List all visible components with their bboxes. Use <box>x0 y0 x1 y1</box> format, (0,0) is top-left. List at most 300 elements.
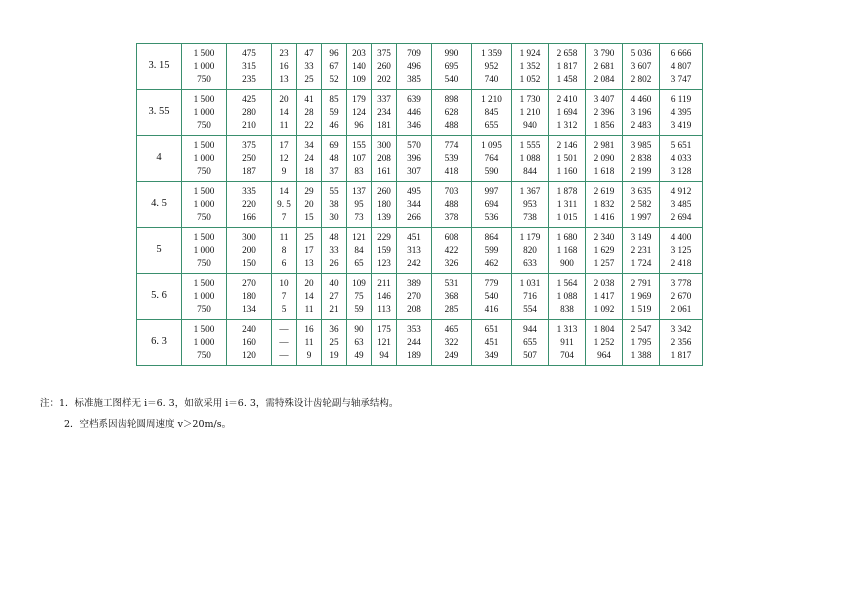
value-cell <box>660 320 703 366</box>
cell-value: 2 396 <box>593 107 615 118</box>
cell-value: 1 088 <box>519 153 541 164</box>
cell-value: 337 <box>377 94 391 105</box>
value-cell <box>623 90 660 136</box>
cell-value: 1 618 <box>593 165 615 176</box>
cell-value: 55 <box>329 186 339 197</box>
cell-value: 22 <box>304 119 314 130</box>
value-cell <box>347 228 372 274</box>
cell-value: 14 <box>304 291 314 302</box>
cell-value: 488 <box>444 199 459 210</box>
cell-value: 250 <box>242 153 256 164</box>
cell-value: 1 795 <box>630 337 652 348</box>
value-cell <box>297 44 322 90</box>
cell-value: 1 500 <box>193 94 215 105</box>
cell-value: 14 <box>279 186 289 197</box>
cell-value: 1 168 <box>556 245 578 256</box>
cell-value: 3 778 <box>670 278 692 289</box>
cell-value: 113 <box>377 303 391 314</box>
cell-value: 3 125 <box>670 245 692 256</box>
cell-value: 2 619 <box>593 186 615 197</box>
cell-value: 1 031 <box>519 278 541 289</box>
cell-value: 33 <box>329 245 339 256</box>
ratio-cell: 6. 3 <box>137 320 182 366</box>
table-row <box>137 182 703 228</box>
cell-value: 48 <box>329 153 339 164</box>
value-cell <box>549 228 586 274</box>
cell-value: 2 410 <box>556 94 578 105</box>
value-cell <box>347 136 372 182</box>
cell-value: 109 <box>352 73 366 84</box>
cell-value: 952 <box>484 61 499 72</box>
cell-value: 655 <box>523 337 537 348</box>
value-cell <box>512 136 549 182</box>
cell-value: 375 <box>377 48 391 59</box>
cell-value: 166 <box>242 211 256 222</box>
cell-value: 47 <box>304 48 314 59</box>
cell-value: 738 <box>523 211 537 222</box>
cell-value: 488 <box>444 119 459 130</box>
value-cell <box>227 44 272 90</box>
cell-value: 750 <box>197 119 211 130</box>
cell-value: 146 <box>377 291 391 302</box>
cell-value: 750 <box>197 257 211 268</box>
cell-value: 46 <box>329 119 339 130</box>
value-cell <box>297 228 322 274</box>
cell-value: 2 061 <box>670 303 692 314</box>
cell-value: 208 <box>407 303 421 314</box>
cell-value: 396 <box>407 153 421 164</box>
value-cell <box>297 182 322 228</box>
cell-value: 49 <box>354 349 364 360</box>
value-cell <box>227 90 272 136</box>
cell-value: 313 <box>407 245 421 256</box>
cell-value: 69 <box>329 140 339 151</box>
cell-value: 234 <box>377 107 391 118</box>
cell-value: 418 <box>444 165 459 176</box>
cell-value: 2 199 <box>630 165 652 176</box>
cell-value: 838 <box>560 303 574 314</box>
cell-value: 63 <box>354 337 364 348</box>
value-cell <box>322 90 347 136</box>
value-cell <box>549 320 586 366</box>
cell-value: 4 807 <box>670 61 692 72</box>
value-cell <box>586 90 623 136</box>
cell-value: 590 <box>484 165 499 176</box>
cell-value: 322 <box>444 337 459 348</box>
cell-value: — <box>279 349 289 360</box>
value-cell <box>586 136 623 182</box>
value-cell <box>623 136 660 182</box>
table-row <box>137 136 703 182</box>
value-cell <box>272 90 297 136</box>
cell-value: 1 500 <box>193 278 215 289</box>
cell-value: 300 <box>377 140 391 151</box>
cell-value: 266 <box>407 211 421 222</box>
cell-value: 180 <box>242 291 256 302</box>
cell-value: 13 <box>279 73 289 84</box>
cell-value: — <box>279 324 289 335</box>
cell-value: 96 <box>354 119 364 130</box>
value-cell <box>472 228 512 274</box>
table-body <box>137 44 703 366</box>
cell-value: 96 <box>329 48 339 59</box>
cell-value: 179 <box>352 94 366 105</box>
cell-value: 2 340 <box>593 232 615 243</box>
value-cell <box>272 44 297 90</box>
cell-value: 1 052 <box>519 73 541 84</box>
cell-value: 95 <box>354 199 364 210</box>
value-cell <box>472 274 512 320</box>
cell-value: 20 <box>279 94 289 105</box>
value-cell <box>432 228 472 274</box>
cell-value: 18 <box>304 165 314 176</box>
value-cell <box>397 182 432 228</box>
table-row <box>137 228 703 274</box>
value-cell <box>182 44 227 90</box>
cell-value: 307 <box>407 165 421 176</box>
cell-value: 1 311 <box>556 199 578 210</box>
cell-value: 6 119 <box>670 94 692 105</box>
cell-value: 300 <box>242 232 256 243</box>
cell-value: 244 <box>407 337 421 348</box>
cell-value: 36 <box>329 324 339 335</box>
cell-value: 389 <box>407 278 421 289</box>
cell-value: 335 <box>242 186 256 197</box>
value-cell <box>182 182 227 228</box>
cell-value: 1 417 <box>593 291 615 302</box>
value-cell <box>322 320 347 366</box>
cell-value: 2 802 <box>630 73 652 84</box>
cell-value: 2 981 <box>593 140 615 151</box>
cell-value: 140 <box>352 61 366 72</box>
cell-value: 2 084 <box>593 73 615 84</box>
value-cell <box>586 320 623 366</box>
cell-value: 1 313 <box>556 324 578 335</box>
cell-value: 26 <box>329 257 339 268</box>
cell-value: 17 <box>279 140 289 151</box>
cell-value: 633 <box>523 257 537 268</box>
cell-value: 990 <box>444 48 459 59</box>
cell-value: 740 <box>484 73 499 84</box>
value-cell <box>512 182 549 228</box>
cell-value: 15 <box>304 211 314 222</box>
cell-value: 2 418 <box>670 257 692 268</box>
value-cell <box>182 274 227 320</box>
cell-value: 139 <box>377 211 391 222</box>
value-cell <box>660 44 703 90</box>
cell-value: 1 160 <box>556 165 578 176</box>
cell-value: 1 210 <box>519 107 541 118</box>
cell-value: 326 <box>444 257 459 268</box>
cell-value: 422 <box>444 245 459 256</box>
cell-value: 14 <box>279 107 289 118</box>
ratio-cell: 4. 5 <box>137 182 182 228</box>
cell-value: 2 670 <box>670 291 692 302</box>
table-notes <box>40 393 398 435</box>
cell-value: 540 <box>484 291 499 302</box>
value-cell <box>372 90 397 136</box>
cell-value: 1 878 <box>556 186 578 197</box>
value-cell <box>660 182 703 228</box>
value-cell <box>347 274 372 320</box>
cell-value: 109 <box>352 278 366 289</box>
cell-value: 175 <box>377 324 391 335</box>
cell-value: 655 <box>484 119 499 130</box>
cell-value: 1 000 <box>193 107 215 118</box>
cell-value: 3 149 <box>630 232 652 243</box>
cell-value: 1 015 <box>556 211 578 222</box>
cell-value: 507 <box>523 349 537 360</box>
cell-value: 12 <box>279 153 289 164</box>
cell-value: 249 <box>444 349 459 360</box>
cell-value: 451 <box>484 337 499 348</box>
cell-value: 150 <box>242 257 256 268</box>
cell-value: 898 <box>444 94 459 105</box>
cell-value: 187 <box>242 165 256 176</box>
cell-value: 639 <box>407 94 421 105</box>
cell-value: 540 <box>444 73 459 84</box>
ratio-cell: 4 <box>137 136 182 182</box>
cell-value: 1 367 <box>519 186 541 197</box>
cell-value: 416 <box>484 303 499 314</box>
cell-value: 208 <box>377 153 391 164</box>
cell-value: 1 924 <box>519 48 541 59</box>
cell-value: 554 <box>523 303 537 314</box>
cell-value: 2 694 <box>670 211 692 222</box>
cell-value: 1 997 <box>630 211 652 222</box>
cell-value: 17 <box>304 245 314 256</box>
cell-value: 90 <box>354 324 364 335</box>
cell-value: 2 582 <box>630 199 652 210</box>
value-cell <box>586 274 623 320</box>
cell-value: 349 <box>484 349 499 360</box>
cell-value: 7 <box>281 291 287 302</box>
value-cell <box>432 90 472 136</box>
value-cell <box>397 136 432 182</box>
cell-value: 750 <box>197 73 211 84</box>
value-cell <box>227 228 272 274</box>
value-cell <box>397 320 432 366</box>
cell-value: 33 <box>304 61 314 72</box>
cell-value: 944 <box>523 324 537 335</box>
cell-value: 1 500 <box>193 324 215 335</box>
cell-value: 189 <box>407 349 421 360</box>
value-cell <box>322 228 347 274</box>
table-row <box>137 320 703 366</box>
value-cell <box>297 320 322 366</box>
cell-value: 608 <box>444 232 459 243</box>
cell-value: 465 <box>444 324 459 335</box>
ratio-data-table <box>136 43 703 366</box>
ratio-cell: 3. 55 <box>137 90 182 136</box>
table-row <box>137 274 703 320</box>
value-cell <box>549 44 586 90</box>
cell-value: 242 <box>407 257 421 268</box>
cell-value: 940 <box>523 119 537 130</box>
cell-value: 285 <box>444 303 459 314</box>
cell-value: 716 <box>523 291 537 302</box>
cell-value: 75 <box>354 291 364 302</box>
cell-value: 181 <box>377 119 391 130</box>
cell-value: 155 <box>352 140 366 151</box>
cell-value: 5 <box>281 303 287 314</box>
cell-value: 1 312 <box>556 119 578 130</box>
value-cell <box>472 320 512 366</box>
cell-value: 280 <box>242 107 256 118</box>
cell-value: 3 607 <box>630 61 652 72</box>
cell-value: 67 <box>329 61 339 72</box>
value-cell <box>432 182 472 228</box>
value-cell <box>272 136 297 182</box>
cell-value: 38 <box>329 199 339 210</box>
value-cell <box>322 274 347 320</box>
cell-value: 346 <box>407 119 421 130</box>
cell-value: 1 257 <box>593 257 615 268</box>
cell-value: 1 416 <box>593 211 615 222</box>
value-cell <box>432 136 472 182</box>
value-cell <box>347 44 372 90</box>
value-cell <box>472 90 512 136</box>
cell-value: 3 485 <box>670 199 692 210</box>
cell-value: 3 128 <box>670 165 692 176</box>
cell-value: 11 <box>279 119 289 130</box>
cell-value: 1 095 <box>481 140 502 151</box>
cell-value: 1 555 <box>519 140 541 151</box>
ratio-cell: 5. 6 <box>137 274 182 320</box>
value-cell <box>182 320 227 366</box>
cell-value: 200 <box>242 245 256 256</box>
value-cell <box>272 320 297 366</box>
cell-value: 240 <box>242 324 256 335</box>
cell-value: 85 <box>329 94 339 105</box>
cell-value: 1 501 <box>556 153 578 164</box>
cell-value: 1 000 <box>193 337 215 348</box>
cell-value: 235 <box>242 73 256 84</box>
cell-value: 2 838 <box>630 153 652 164</box>
cell-value: 900 <box>560 257 574 268</box>
value-cell <box>549 90 586 136</box>
cell-value: 2 090 <box>593 153 615 164</box>
value-cell <box>512 320 549 366</box>
value-cell <box>372 274 397 320</box>
cell-value: 1 500 <box>193 232 215 243</box>
cell-value: 73 <box>354 211 364 222</box>
cell-value: 475 <box>242 48 256 59</box>
cell-value: 25 <box>329 337 339 348</box>
cell-value: 368 <box>444 291 459 302</box>
cell-value: 1 730 <box>519 94 541 105</box>
cell-value: 24 <box>304 153 314 164</box>
cell-value: 1 000 <box>193 199 215 210</box>
cell-value: 94 <box>379 349 389 360</box>
value-cell <box>660 274 703 320</box>
cell-value: 260 <box>377 61 391 72</box>
value-cell <box>182 228 227 274</box>
cell-value: 1 500 <box>193 186 215 197</box>
value-cell <box>272 274 297 320</box>
cell-value: 3 196 <box>630 107 652 118</box>
cell-value: 1 458 <box>556 73 578 84</box>
value-cell <box>472 136 512 182</box>
cell-value: 16 <box>279 61 289 72</box>
cell-value: 750 <box>197 211 211 222</box>
cell-value: 462 <box>484 257 499 268</box>
cell-value: 2 038 <box>593 278 615 289</box>
cell-value: 5 036 <box>630 48 652 59</box>
value-cell <box>549 136 586 182</box>
cell-value: 210 <box>242 119 256 130</box>
table-row <box>137 90 703 136</box>
cell-value: 21 <box>329 303 339 314</box>
value-cell <box>372 320 397 366</box>
value-cell <box>397 90 432 136</box>
cell-value: 1 969 <box>630 291 652 302</box>
cell-value: 2 231 <box>630 245 652 256</box>
cell-value: 425 <box>242 94 256 105</box>
value-cell <box>182 136 227 182</box>
value-cell <box>512 90 549 136</box>
cell-value: 30 <box>329 211 339 222</box>
cell-value: 495 <box>407 186 421 197</box>
cell-value: 19 <box>329 349 339 360</box>
value-cell <box>432 44 472 90</box>
value-cell <box>623 320 660 366</box>
value-cell <box>432 274 472 320</box>
cell-value: 779 <box>484 278 499 289</box>
cell-value: 25 <box>304 232 314 243</box>
cell-value: 20 <box>304 278 314 289</box>
cell-value: 1 629 <box>593 245 615 256</box>
cell-value: 344 <box>407 199 421 210</box>
cell-value: 11 <box>279 232 289 243</box>
cell-value: 539 <box>444 153 459 164</box>
cell-value: 5 651 <box>670 140 692 151</box>
cell-value: 65 <box>354 257 364 268</box>
value-cell <box>623 44 660 90</box>
cell-value: 11 <box>304 337 314 348</box>
cell-value: 4 395 <box>670 107 692 118</box>
cell-value: 2 146 <box>556 140 578 151</box>
value-cell <box>182 90 227 136</box>
cell-value: 953 <box>523 199 537 210</box>
cell-value: 764 <box>484 153 499 164</box>
cell-value: 107 <box>352 153 366 164</box>
cell-value: 40 <box>329 278 339 289</box>
cell-value: 997 <box>484 186 499 197</box>
cell-value: 3 407 <box>593 94 615 105</box>
table-row <box>137 44 703 90</box>
cell-value: 4 460 <box>630 94 652 105</box>
value-cell <box>549 182 586 228</box>
cell-value: 2 547 <box>630 324 652 335</box>
cell-value: 48 <box>329 232 339 243</box>
cell-value: 570 <box>407 140 421 151</box>
cell-value: 29 <box>304 186 314 197</box>
cell-value: 1 352 <box>519 61 541 72</box>
cell-value: 27 <box>329 291 339 302</box>
cell-value: 1 179 <box>519 232 541 243</box>
value-cell <box>623 228 660 274</box>
cell-value: 496 <box>407 61 421 72</box>
cell-value: 531 <box>444 278 459 289</box>
cell-value: 750 <box>197 349 211 360</box>
cell-value: 353 <box>407 324 421 335</box>
cell-value: 41 <box>304 94 314 105</box>
cell-value: 3 342 <box>670 324 692 335</box>
cell-value: 964 <box>597 349 611 360</box>
value-cell <box>372 136 397 182</box>
value-cell <box>660 136 703 182</box>
